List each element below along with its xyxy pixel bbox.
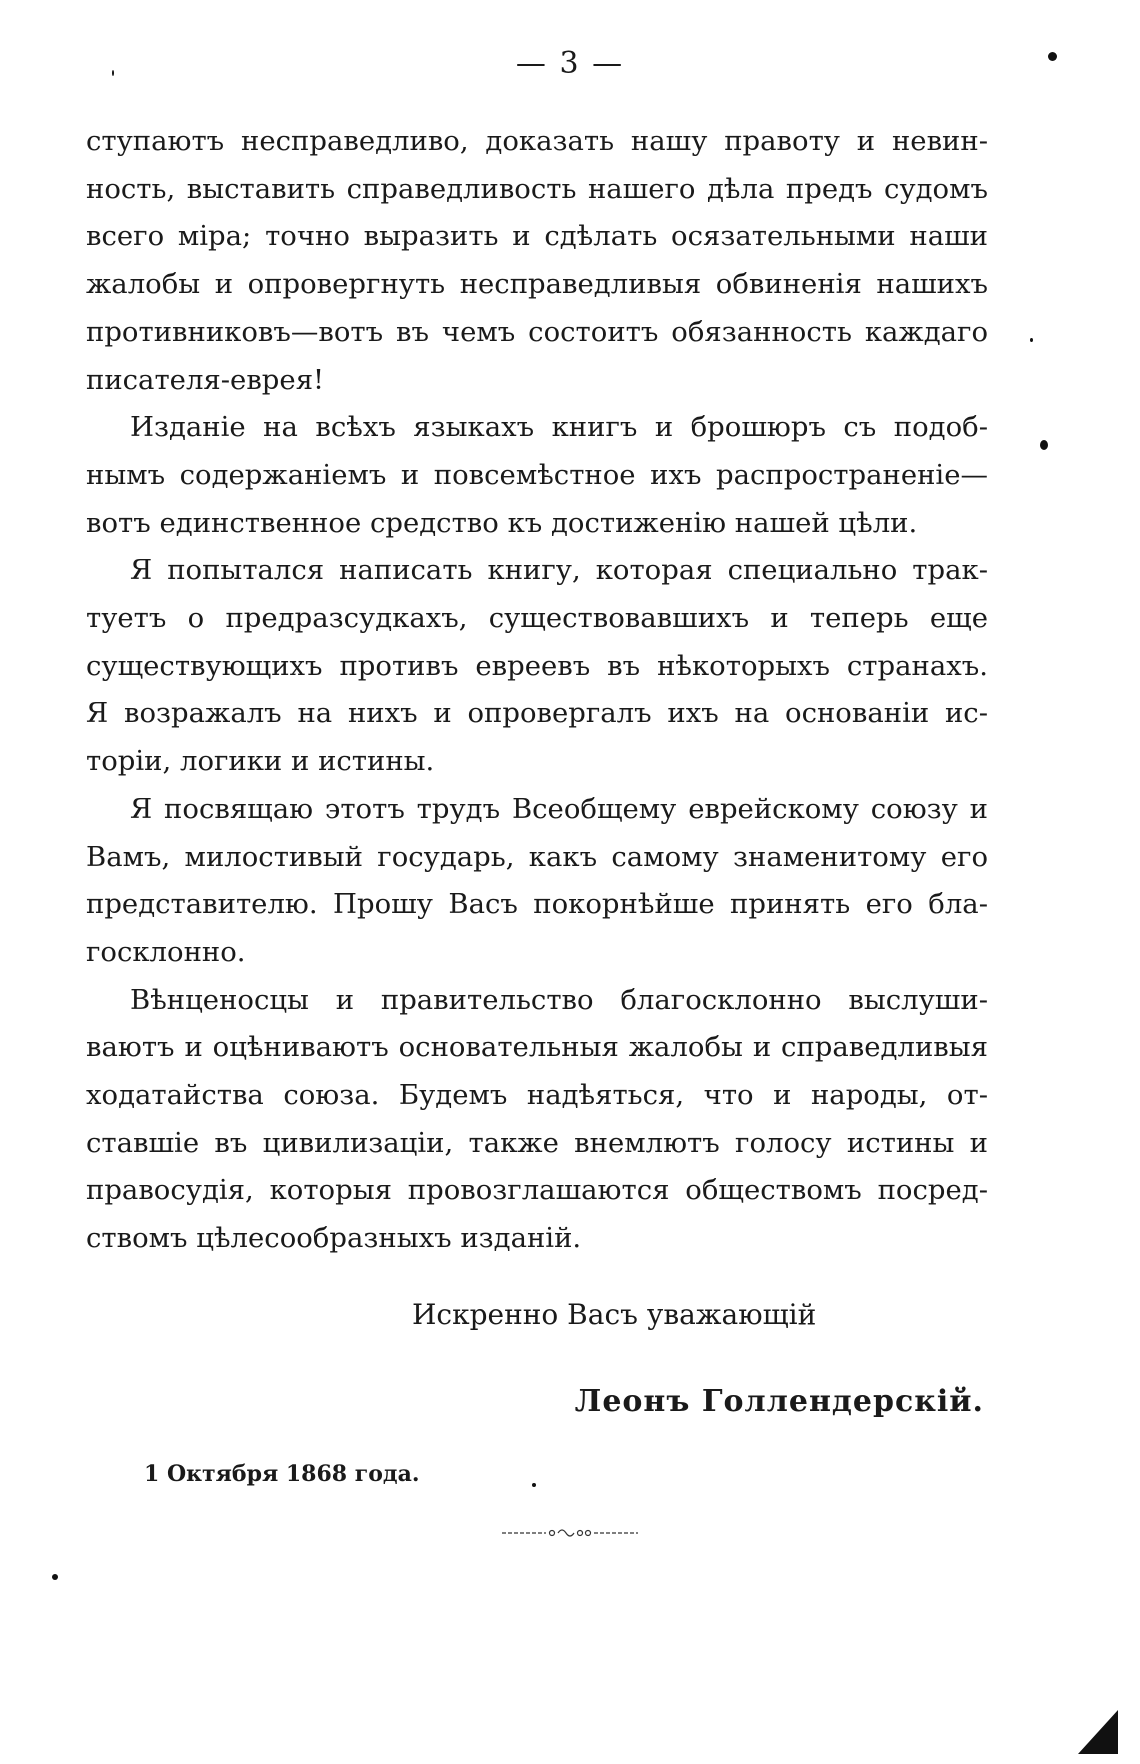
text-line: ходатайства союза. Будемъ надѣяться, что и народы, от- <box>86 1079 988 1112</box>
date-line: 1 Октября 1868 года. <box>144 1461 420 1487</box>
text-line: вотъ единственное средство къ достиженію нашей цѣли. <box>86 506 918 539</box>
text-line: ность, выставить справедливость нашего дѣла предъ судомъ <box>86 172 988 205</box>
paragraph-4 <box>86 786 988 977</box>
page-number: — 3 — <box>515 46 625 81</box>
scan-speck <box>52 1574 58 1580</box>
text-line: туетъ о предразсудкахъ, существовавшихъ и теперь еще <box>86 602 988 635</box>
text-line: всего міра; точно выразить и сдѣлать осязательными наши <box>86 220 988 253</box>
text-line: ваютъ и оцѣниваютъ основательныя жалобы и справедливыя <box>86 1031 988 1064</box>
text-line: Вѣнценосцы и правительство благосклонно выслуши- <box>130 983 988 1016</box>
ornament-divider <box>0 1524 1140 1545</box>
author-signature: Леонъ Голлендерскій. <box>574 1384 984 1419</box>
text-line: нымъ содержаніемъ и повсемѣстное ихъ распространеніе— <box>86 458 988 491</box>
text-line: торіи, логики и истины. <box>86 745 435 778</box>
scan-speck <box>1048 52 1057 61</box>
ornament-divider-icon <box>500 1526 640 1540</box>
text-line: госклонно. <box>86 935 246 968</box>
scan-speck <box>532 1483 536 1487</box>
text-line: Я попытался написать книгу, которая специально трак- <box>130 554 988 587</box>
text-line: Изданіе на всѣхъ языкахъ книгъ и брошюръ съ подоб- <box>130 411 988 444</box>
text-line: Вамъ, милостивый государь, какъ самому знаменитому его <box>86 840 988 873</box>
scan-corner-mark <box>1078 1710 1118 1754</box>
paragraph-2 <box>86 404 988 547</box>
scan-speck <box>1040 440 1048 450</box>
scan-speck <box>112 70 114 76</box>
closing-salutation: Искренно Васъ уважающій <box>412 1298 817 1331</box>
paragraph-3 <box>86 547 988 786</box>
text-line: ступаютъ несправедливо, доказать нашу правоту и невин- <box>86 125 988 157</box>
text-line: ствомъ цѣлесообразныхъ изданій. <box>86 1222 582 1255</box>
text-line: представителю. Прошу Васъ покорнѣйше принять его бла- <box>86 888 988 921</box>
body-text <box>86 118 988 1263</box>
text-line: ставшіе въ цивилизаціи, также внемлютъ голосу истины и <box>86 1126 988 1159</box>
text-line: Я посвящаю этотъ трудъ Всеобщему еврейскому союзу и <box>130 792 988 825</box>
text-line: Я возражалъ на нихъ и опровергалъ ихъ на основаніи ис- <box>86 697 988 730</box>
text-line: существующихъ противъ евреевъ въ нѣкоторыхъ странахъ. <box>86 649 988 682</box>
text-line: писателя-еврея! <box>86 363 325 396</box>
text-line: жалобы и опровергнуть несправедливыя обвиненія нашихъ <box>86 268 988 301</box>
scan-speck <box>1030 338 1033 342</box>
text-line: противниковъ—вотъ въ чемъ состоитъ обязанность каждаго <box>86 315 988 348</box>
paragraph-5 <box>86 977 988 1263</box>
paragraph-1 <box>86 118 988 404</box>
text-line: правосудія, которыя провозглашаются обществомъ посред- <box>86 1174 988 1207</box>
